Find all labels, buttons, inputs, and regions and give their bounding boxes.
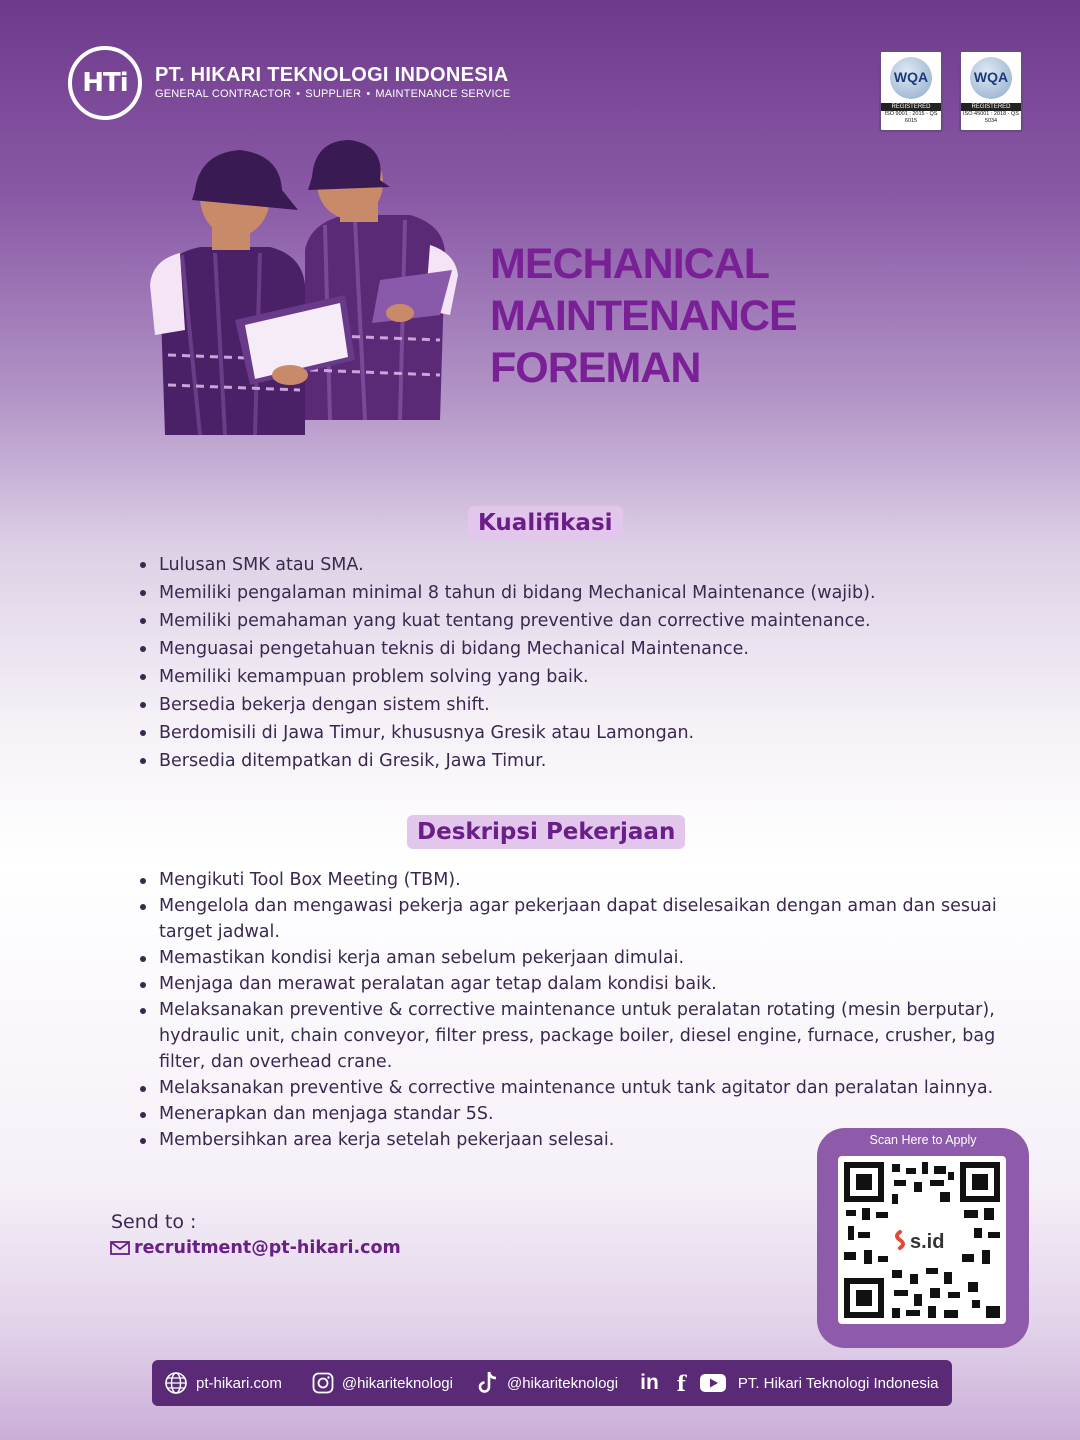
linkedin-icon[interactable]: in [640, 1371, 659, 1394]
list-item: Mengikuti Tool Box Meeting (TBM). [159, 867, 1019, 893]
instagram-icon [312, 1372, 334, 1394]
cert-standard: ISO 45001 : 2018 - QS 5034 [963, 111, 1019, 124]
cert-label: REGISTERED [881, 103, 941, 111]
email-link[interactable]: recruitment@pt-hikari.com [134, 1238, 401, 1258]
qr-card[interactable] [817, 1128, 1029, 1348]
list-item: Melaksanakan preventive & corrective maintenance untuk peralatan rotating (mesin berputar), hydraulic unit, chain conveyor, filter press, package boiler, diesel engine, furnace, crusher, bag filter, dan overhead crane. [159, 997, 1019, 1075]
logo-text: HTi [82, 68, 128, 98]
certification-badge [959, 50, 1023, 132]
list-item: Bersedia ditempatkan di Gresik, Jawa Timur. [159, 747, 979, 775]
email-row[interactable] [110, 1238, 401, 1258]
tagline-item: MAINTENANCE SERVICE [375, 88, 511, 100]
job-title-line: MECHANICAL MAINTENANCE [490, 240, 797, 340]
cert-standard: ISO 9001 : 2015 - QS 6015 [884, 111, 938, 124]
qr-label: Scan Here to Apply [869, 1133, 977, 1147]
footer-bar [152, 1360, 952, 1406]
send-to-label: Send to : [111, 1211, 197, 1233]
qr-pattern [844, 1162, 1000, 1318]
list-item: Menguasai pengetahuan teknis di bidang Mechanical Maintenance. [159, 635, 979, 663]
cert-label: REGISTERED [961, 103, 1021, 111]
list-item: Berdomisili di Jawa Timur, khususnya Gresik atau Lamongan. [159, 719, 979, 747]
footer-tiktok[interactable] [477, 1371, 618, 1395]
list-item: Memiliki kemampuan problem solving yang baik. [159, 663, 979, 691]
list-item: Memastikan kondisi kerja aman sebelum pekerjaan dimulai. [159, 945, 1019, 971]
list-item: Memiliki pengalaman minimal 8 tahun di bidang Mechanical Maintenance (wajib). [159, 579, 979, 607]
qr-code[interactable] [838, 1156, 1006, 1324]
list-item: Memiliki pemahaman yang kuat tentang preventive dan corrective maintenance. [159, 607, 979, 635]
list-item: Menerapkan dan menjaga standar 5S. [159, 1101, 1019, 1127]
list-item: Lulusan SMK atau SMA. [159, 551, 979, 579]
tagline-item: SUPPLIER [305, 88, 362, 100]
list-item: Menjaga dan merawat peralatan agar tetap dalam kondisi baik. [159, 971, 1019, 997]
job-title [490, 238, 1080, 394]
list-item: Membersihkan area kerja setelah pekerjaan selesai. [159, 1127, 1019, 1153]
list-item: Bersedia bekerja dengan sistem shift. [159, 691, 979, 719]
facebook-icon[interactable]: f [676, 1370, 686, 1396]
list-item: Melaksanakan preventive & corrective maintenance untuk tank agitator dan peralatan lainnya. [159, 1075, 1019, 1101]
job-title-line: FOREMAN [490, 344, 701, 392]
company-logo [68, 46, 142, 120]
tagline-item: GENERAL CONTRACTOR [155, 88, 292, 100]
workers-illustration [140, 135, 470, 445]
footer-instagram[interactable] [312, 1372, 453, 1394]
qr-center-text: s.id [910, 1231, 945, 1253]
globe-icon: WQA [970, 57, 1012, 99]
certification-badge [879, 50, 943, 132]
list-item: Mengelola dan mengawasi pekerja agar pekerjaan dapat diselesaikan dengan aman dan sesuai target jadwal. [159, 893, 1019, 945]
job-description-list [139, 867, 1019, 1153]
globe-icon [164, 1371, 188, 1395]
tiktok-handle[interactable]: @hikariteknologi [506, 1374, 619, 1392]
globe-icon: WQA [890, 57, 932, 99]
website-link[interactable]: pt-hikari.com [196, 1374, 282, 1392]
tiktok-icon [477, 1371, 499, 1395]
job-description-heading: Deskripsi Pekerjaan [407, 815, 685, 849]
qualifications-heading: Kualifikasi [468, 506, 623, 540]
mail-icon [110, 1240, 130, 1256]
company-name: PT. HIKARI TEKNOLOGI INDONESIA [155, 64, 509, 86]
instagram-handle[interactable]: @hikariteknologi [341, 1374, 453, 1392]
youtube-icon[interactable] [700, 1374, 726, 1392]
qualifications-list [139, 551, 979, 775]
company-tagline: GENERAL CONTRACTOR • SUPPLIER • MAINTENANCE SERVICE [155, 88, 511, 100]
footer-website[interactable] [164, 1371, 282, 1395]
footer-company-name: PT. Hikari Teknologi Indonesia [737, 1374, 939, 1392]
